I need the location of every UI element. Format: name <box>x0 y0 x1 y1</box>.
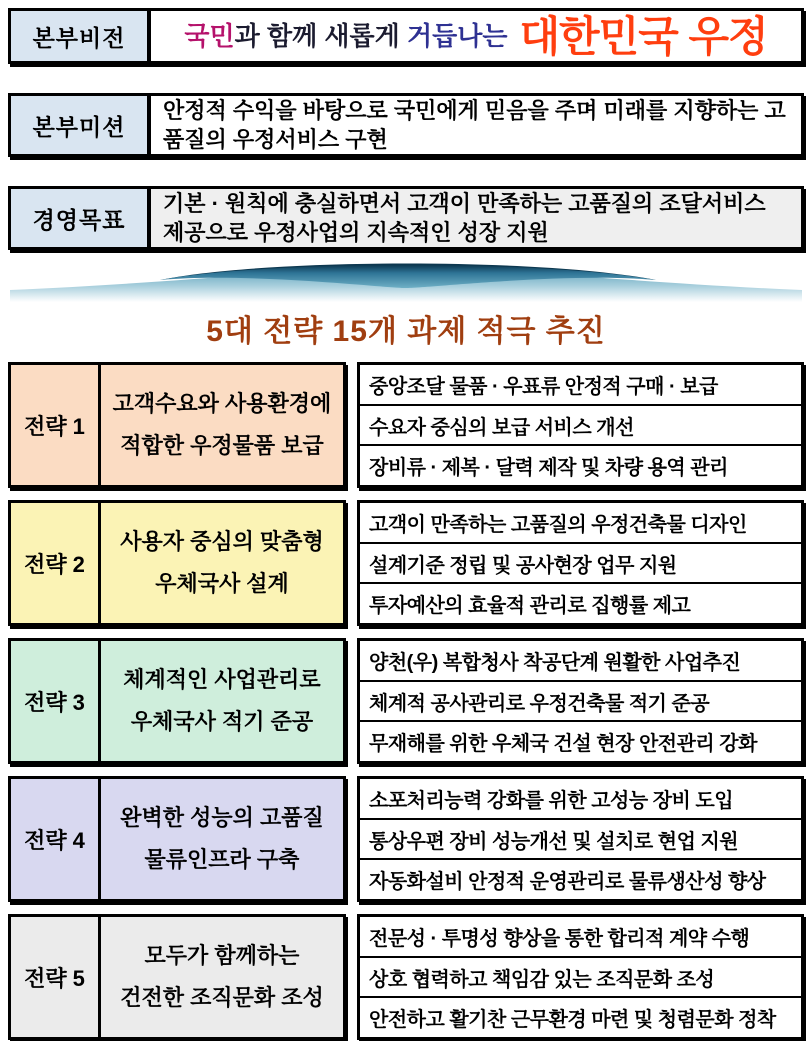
task-item: 전문성 · 투명성 향상을 통한 합리적 계약 수행 <box>360 917 801 958</box>
strategy-row-3 <box>8 638 804 764</box>
strategy-5-left <box>8 914 346 1040</box>
task-item: 통상우편 장비 성능개선 및 설치로 현업 지원 <box>360 820 801 861</box>
section-title: 5대 전략 15개 과제 적극 추진 <box>206 315 606 348</box>
goal-row <box>8 186 804 250</box>
strategy-5-title-line2: 건전한 조직문화 조성 <box>120 985 324 1010</box>
strategy-2-left <box>8 500 346 626</box>
vision-segment-1: 국민 <box>184 20 235 51</box>
strategy-5-title-line1: 모두가 함께하는 <box>144 943 300 968</box>
strategy-4-title <box>101 779 343 899</box>
strategy-5-title <box>101 917 343 1037</box>
strategy-3-label: 전략 3 <box>11 641 101 761</box>
task-item: 자동화설비 안정적 운영관리로 물류생산성 향상 <box>369 871 766 894</box>
strategy-2-label: 전략 2 <box>11 503 101 623</box>
strategy-3-tasks <box>357 638 804 764</box>
strategy-4-title-line1: 완벽한 성능의 고품질 <box>120 805 324 830</box>
wave-divider-graphic <box>8 252 804 304</box>
task-item: 안전하고 활기찬 근무환경 마련 및 청렴문화 정착 <box>369 1009 776 1032</box>
strategy-row-2 <box>8 500 804 626</box>
vision-segment-3: 거듭나는 <box>407 20 508 51</box>
strategy-1-title-line2: 적합한 우정물품 보급 <box>120 433 324 458</box>
vision-label: 본부비전 <box>11 11 151 61</box>
strategy-4-title-line2: 물류인프라 구축 <box>144 847 300 872</box>
strategy-1-title-line1: 고객수요와 사용환경에 <box>112 391 332 416</box>
strategy-3-left <box>8 638 346 764</box>
strategy-4-left <box>8 776 346 902</box>
strategy-1-left <box>8 362 346 488</box>
goal-text: 기본 · 원칙에 충실하면서 고객이 만족하는 고품질의 조달서비스 제공으로 우정사업의 지속적인 성장 지원 <box>151 189 801 247</box>
task-item: 양천(우) 복합청사 착공단계 원활한 사업추진 <box>360 641 801 682</box>
strategy-2-title-line1: 사용자 중심의 맞춤형 <box>120 529 324 554</box>
task-item: 설계기준 정립 및 공사현장 업무 지원 <box>360 544 801 585</box>
task-item: 소포처리능력 강화를 위한 고성능 장비 도입 <box>360 779 801 820</box>
strategy-5-tasks <box>357 914 804 1040</box>
strategy-1-title <box>101 365 343 485</box>
strategy-row-1 <box>8 362 804 488</box>
strategy-2-title <box>101 503 343 623</box>
strategy-3-title-line2: 우체국사 적기 준공 <box>130 709 314 734</box>
task-item: 투자예산의 효율적 관리로 집행률 제고 <box>369 595 691 618</box>
strategy-2-tasks <box>357 500 804 626</box>
strategy-3-title-line1: 체계적인 사업관리로 <box>123 667 321 692</box>
vision-content <box>151 11 801 61</box>
vision-row <box>8 8 804 64</box>
task-item: 수요자 중심의 보급 서비스 개선 <box>360 406 801 447</box>
strategy-4-tasks <box>357 776 804 902</box>
vision-text <box>184 12 768 60</box>
strategy-1-tasks <box>357 362 804 488</box>
task-item: 무재해를 위한 우체국 건설 현장 안전관리 강화 <box>369 733 757 756</box>
strategy-row-5 <box>8 914 804 1040</box>
task-item: 고객이 만족하는 고품질의 우정건축물 디자인 <box>360 503 801 544</box>
task-item: 중앙조달 물품 · 우표류 안정적 구매 · 보급 <box>360 365 801 406</box>
wave-divider <box>8 252 804 304</box>
vision-brand-text: 대한민국 우정 <box>519 12 768 60</box>
mission-text: 안정적 수익을 바탕으로 국민에게 믿음을 주며 미래를 지향하는 고품질의 우정서비스 구현 <box>163 98 786 152</box>
mission-row <box>8 93 804 157</box>
vision-segment-2: 과 함께 새롭게 <box>234 20 408 51</box>
strategy-3-title <box>101 641 343 761</box>
task-item: 상호 협력하고 책임감 있는 조직문화 조성 <box>360 958 801 999</box>
strategy-2-title-line2: 우체국사 설계 <box>155 571 289 596</box>
strategy-5-label: 전략 5 <box>11 917 101 1037</box>
task-item: 체계적 공사관리로 우정건축물 적기 준공 <box>360 682 801 723</box>
goal-label: 경영목표 <box>11 189 151 247</box>
strategy-4-label: 전략 4 <box>11 779 101 899</box>
strategy-1-label: 전략 1 <box>11 365 101 485</box>
strategy-row-4 <box>8 776 804 902</box>
mission-label: 본부미션 <box>11 96 151 154</box>
task-item: 장비류 · 제복 · 달력 제작 및 차량 용역 관리 <box>369 457 728 480</box>
